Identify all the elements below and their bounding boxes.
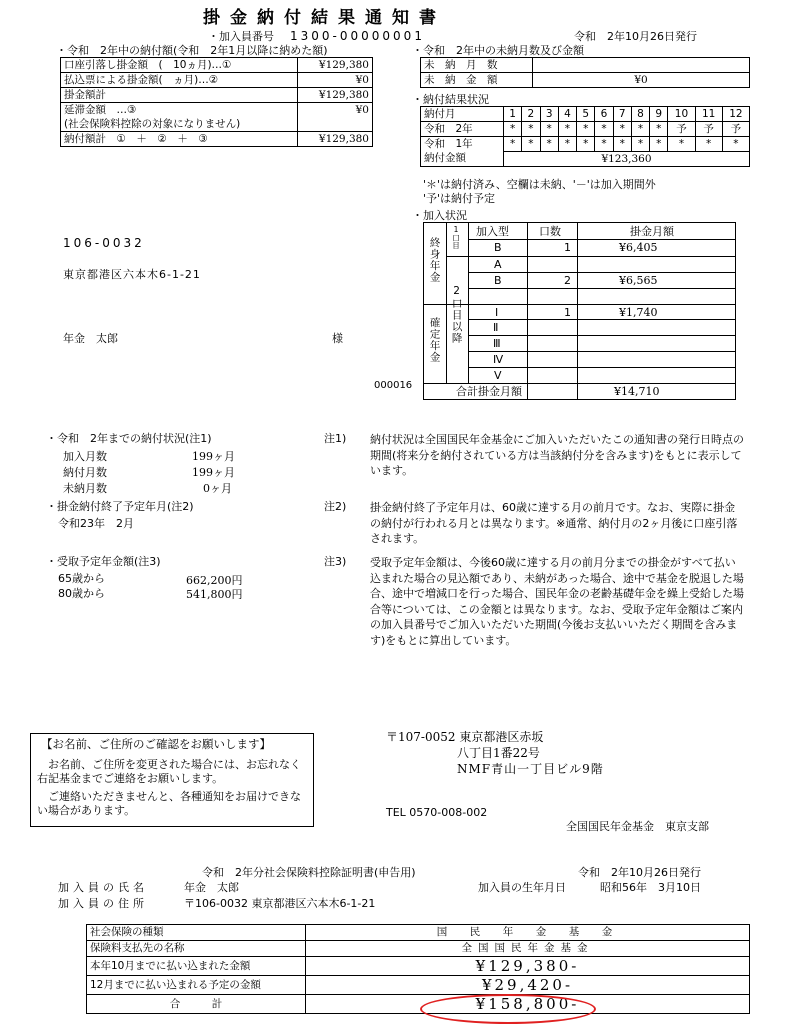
recipient-address: 東京都港区六本木6-1-21 — [63, 268, 201, 281]
certificate-table — [86, 924, 750, 1014]
table-row: 納付月 1 2 3 4 5 6 7 8 9 10 11 12 — [421, 107, 750, 122]
table-row: 納付金額 ¥123,360 — [421, 152, 750, 167]
certificate-title: 令和 2年分社会保険料控除証明書(申告用) — [202, 866, 416, 879]
cert-birth-label: 加入員の生年月日 — [478, 881, 566, 894]
result-legend-1: '＊'は納付済み、空欄は未納、'－'は加入期間外 — [423, 178, 656, 191]
note-1-label: 注1) — [324, 432, 347, 445]
issue-date: 令和 2年10月26日発行 — [574, 30, 697, 43]
member-number: 1300-00000001 — [290, 29, 425, 43]
status-heading: ・令和 2年までの納付状況(注1) — [46, 432, 212, 445]
table-row: 未 納 月 数 — [421, 58, 750, 73]
note-3-text: 受取予定年金額は、今後60歳に達する月の前月分までの掛金がすべて払い込まれた場合の見込額であり、未納があった場合、途中で基金を脱退した場合、途中で増減口を行った場合、国民年金の老齢基礎年金を繰上受給した場合等については、この金額とは異なります。なお、受取予定年金額はご案内の加入員番号でご加入いただいた期間(今後お支払いいただく期間を含みます)をもとに算出しています。 — [370, 556, 744, 647]
table-row: 納付額計 ① ＋ ② ＋ ③ ¥129,380 — [61, 132, 373, 147]
table-row: 令和 2年 * * * * * * * * * 予 予 予 — [421, 122, 750, 137]
note-3-label: 注3) — [324, 555, 347, 568]
table-row: 払込票による掛金額( ヵ月)…② ¥0 — [61, 73, 373, 88]
honorific: 様 — [332, 332, 343, 345]
table-row: 合 計 ¥158,800- — [87, 995, 750, 1014]
recipient-name: 年金 太郎 — [63, 332, 118, 345]
cert-addr-label: 加入員の住所 — [58, 897, 148, 910]
end-heading: ・掛金納付終了予定年月(注2) — [46, 500, 194, 513]
enroll-total: ¥14,710 — [614, 385, 660, 398]
document-title: 掛金納付結果通知書 — [203, 8, 446, 28]
group-lifetime: 終身年金 — [428, 237, 441, 283]
total-highlight-ellipse — [420, 994, 596, 1024]
end-value: 令和23年 2月 — [58, 517, 134, 530]
cert-birth: 昭和56年 3月10日 — [600, 881, 701, 894]
contact-line-2: ご連絡いただきませんと、各種通知をお届けできない場合があります。 — [37, 790, 301, 817]
fund-name: 全国国民年金基金 東京支部 — [566, 820, 709, 833]
second-unit-label: 2口目以降 — [450, 285, 463, 344]
note-2-text: 掛金納付終了予定年月は、60歳に達する月の前月です。なお、実際に掛金の納付が行われる月とは異なります。※通常、納付月の2ヶ月後に口座引落されます。 — [370, 501, 738, 545]
contact-box — [30, 733, 314, 827]
postal-code: 106-0032 — [63, 236, 145, 250]
table-row: (社会保険料控除の対象になりません) — [61, 117, 373, 132]
certificate-date: 令和 2年10月26日発行 — [578, 866, 701, 879]
fund-postal-address: 〒107-0052 東京都港区赤坂 — [386, 730, 544, 744]
fund-address-line-3: NMF青山一丁目ビル9階 — [457, 762, 604, 776]
table-row: 社会保険の種類 国 民 年 金 基 金 — [87, 925, 750, 941]
result-legend-2: '予'は納付予定 — [423, 192, 496, 205]
fund-tel: TEL 0570-008-002 — [386, 806, 488, 819]
contact-line-1: お名前、ご住所を変更された場合には、お忘れなく右記基金までご連絡をお願いします。 — [37, 758, 301, 785]
table-row: 令和 1年 * * * * * * * * * * * * — [421, 137, 750, 152]
result-table — [420, 106, 750, 167]
cert-addr: 〒106-0032 東京都港区六本木6-1-21 — [184, 897, 376, 910]
cert-name: 年金 太郎 — [184, 881, 239, 894]
doc-code: 000016 — [374, 380, 413, 391]
table-row: 口座引落し掛金額 ( 10ヵ月)…① ¥129,380 — [61, 58, 373, 73]
first-unit-label: 1口目 — [451, 225, 461, 249]
enroll-table: 加入型 口数 掛金月額 終身年金 確定年金 1口目 2口目以降 B 1 ¥6,405 A B 2 ¥6,565 I 1 ¥1,740 Ⅱ Ⅲ Ⅳ Ⅴ 合計掛金月額 ¥14,710 — [423, 222, 736, 400]
group-fixed: 確定年金 — [428, 317, 441, 363]
note-2-label: 注2) — [324, 500, 347, 513]
fund-address-line-2: 八丁目1番22号 — [457, 746, 540, 760]
table-row: 掛金額計 ¥129,380 — [61, 88, 373, 103]
table-row: 延滞金額 …③ ¥0 — [61, 103, 373, 118]
enroll-total-label: 合計掛金月額 — [456, 385, 522, 398]
table-row: 未 納 金 額 ¥0 — [421, 73, 750, 88]
table-row: 12月までに払い込まれる予定の金額 ¥29,420- — [87, 976, 750, 995]
unpaid-heading: ・令和 2年中の未納月数及び金額 — [412, 44, 584, 57]
note-1-text: 納付状況は全国国民年金基金にご加入いただいたこの通知書の発行日時点の期間(将来分を納付されている方は当該納付分を含みます)をもとに表示しています。 — [370, 433, 744, 477]
unpaid-table — [420, 57, 750, 88]
table-row: 保険料支払先の名称 全国国民年金基金 — [87, 941, 750, 957]
result-heading: ・納付結果状況 — [412, 93, 489, 106]
contact-heading: 【お名前、ご住所のご確認をお願いします】 — [41, 737, 271, 751]
payment-table — [60, 57, 373, 147]
member-number-label: ・加入員番号 — [208, 30, 274, 43]
certificate-total: ¥158,800- — [306, 995, 750, 1014]
payment-heading: ・令和 2年中の納付額(令和 2年1月以降に納めた額) — [56, 44, 328, 57]
table-row: 本年10月までに払い込まれた金額 ¥129,380- — [87, 957, 750, 976]
pension-heading: ・受取予定年金額(注3) — [46, 555, 161, 568]
enroll-heading: ・加入状況 — [412, 209, 467, 222]
cert-name-label: 加入員の氏名 — [58, 881, 148, 894]
